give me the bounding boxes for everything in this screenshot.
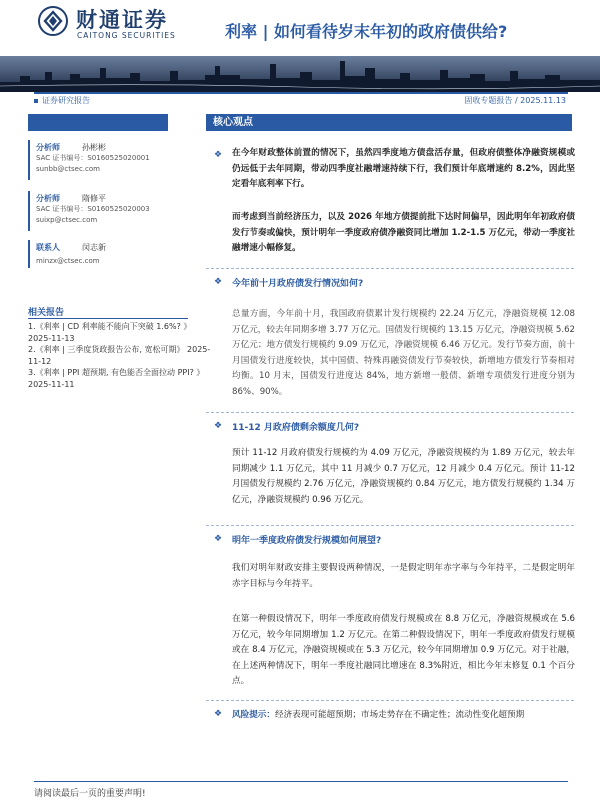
analyst-role: 分析师 <box>36 143 60 152</box>
related-report-link[interactable]: 2.《利率 | 三季度货政报告公布, 宽松可期》 2025-11-12 <box>28 345 211 366</box>
related-report-link[interactable]: 1.《利率 | CD 利率能不能向下突破 1.6%? 》 2025-11-13 <box>28 322 192 343</box>
section-question: 11-12 月政府债剩余额度几何? <box>232 423 360 433</box>
related-reports-title: 相关报告 <box>28 308 65 318</box>
report-date: 固收专题报告 / 2025.11.13 <box>464 96 566 105</box>
risk-text: 经济表现可能超预期；市场走势存在不确定性；流动性变化超预期 <box>274 710 525 720</box>
analyst-email[interactable]: sunbb@ctsec.com <box>36 165 100 173</box>
related-reports-list <box>28 321 214 390</box>
footer-disclaimer: 请阅读最后一页的重要声明! <box>34 789 146 799</box>
section-divider <box>206 525 574 526</box>
body-paragraph: 我们对明年财政安排主要假设两种情况，一是假定明年赤字率与今年持平，二是假定明年赤字目标与今年持平。 <box>232 563 575 589</box>
report-type-label: 证券研究报告 <box>42 96 90 105</box>
core-paragraph: 在今年财政整体前置的情况下，虽然四季度地方债盘活存量，但政府债整体净融资规模或仍远低于去年同期，带动四季度社融增速持续下行，我们预计年底增速约 8.2%，因此坚定看年底利率下行。 <box>232 148 575 189</box>
left-header-bar <box>28 114 168 131</box>
company-logo-icon <box>38 6 68 36</box>
diamond-bullet-icon: ❖ <box>214 709 223 719</box>
related-rule <box>28 318 188 319</box>
analyst-card <box>36 142 150 175</box>
analyst-accent <box>28 191 30 231</box>
analyst-card <box>36 193 150 226</box>
analyst-accent <box>28 240 30 268</box>
square-bullet-icon <box>34 99 38 103</box>
company-name: 财通证券 <box>76 8 168 32</box>
risk-warning <box>232 708 524 720</box>
body-paragraph: 预计 11-12 月政府债发行规模约为 4.09 万亿元，净融资规模约为 1.89 万亿元，较去年同期减少 1.1 万亿元，其中 11 月减少 0.7 万亿元，12 月减少 0.4 万亿元。预计 11-12 月国债发行规模约 2.76 万亿元，净融资规模约 0.84 万亿元，地方债发行规模约 1.34 万亿元，净融资规模约 0.96 万亿元。 <box>232 448 575 505</box>
company-name-en: CAITONG SECURITIES <box>77 31 176 40</box>
diamond-bullet-icon: ❖ <box>214 277 223 287</box>
analyst-name: 隋修平 <box>82 194 106 203</box>
analyst-name: 孙彬彬 <box>82 143 106 152</box>
analyst-cert: SAC 证书编号：S0160525020003 <box>36 205 150 213</box>
diamond-bullet-icon: ❖ <box>214 150 223 160</box>
diamond-bullet-icon: ❖ <box>214 534 223 544</box>
analyst-email[interactable]: suixp@ctsec.com <box>36 216 98 224</box>
risk-label: 风险提示： <box>232 710 275 720</box>
core-paragraph: 而考虑到当前经济压力，以及 2026 年地方债提前批下达时间偏早，因此明年年初政府债发行节奏或偏快，预计明年一季度政府债净融资同比增加 1.2-1.5 万亿元，带动一季度社融增速小幅修复。 <box>232 212 575 253</box>
contact-email[interactable]: minzx@ctsec.com <box>36 257 100 265</box>
section-question: 今年前十月政府债发行情况如何? <box>232 279 364 289</box>
footer-rule <box>34 781 568 782</box>
body-paragraph: 在第一种假设情况下，明年一季度政府债发行规模或在 8.8 万亿元，净融资规模或在 5.6 万亿元，较今年同期增加 1.2 万亿元。在第二种假设情况下，明年一季度政府债发行规模或在 8.4 万亿元，净融资规模或在 5.3 万亿元，较今年同期增加 0.9 万亿元。对于社融，在上述两种情况下，明年一季度社融同比增速在 8.3%附近，相比今年末修复 0.1 个百分点。 <box>232 614 575 686</box>
city-skyline-banner <box>0 56 600 92</box>
section-question: 明年一季度政府债发行规模如何展望? <box>232 536 382 546</box>
section-divider <box>206 412 574 413</box>
body-paragraph: 总量方面，今年前十月，我国政府债累计发行规模约 22.24 万亿元，净融资规模 12.08 万亿元，较去年同期多增 3.77 万亿元。国债发行规模约 13.15 万亿元，净融资规模 5.62 万亿元；地方债发行规模约 9.09 万亿元，净融资规模 6.46 万亿元。发行节奏方面，前十月国债发行进度较快，其中国债、特殊再融资债发行节奏较快，新增地方债发行节奏相对均衡。10 月末，国债发行进度达 84%，地方新增一般债、新增专项债发行进度分别为 86%、90%。 <box>232 309 575 397</box>
diamond-bullet-icon: ❖ <box>214 421 223 431</box>
section-divider <box>206 268 574 269</box>
contact-role: 联系人 <box>36 243 60 252</box>
contact-name: 闵志新 <box>82 243 106 252</box>
core-view-title: 核心观点 <box>206 114 572 131</box>
analyst-role: 分析师 <box>36 194 60 203</box>
contact-card <box>36 242 106 267</box>
related-report-link[interactable]: 3.《利率 | PPI 超预期, 有色能否全面拉动 PPI? 》 2025-11-11 <box>28 368 205 389</box>
report-type <box>34 95 90 106</box>
analyst-cert: SAC 证书编号：S0160525020001 <box>36 154 150 162</box>
analyst-accent <box>28 140 30 180</box>
header-rule <box>34 92 568 94</box>
report-title: 利率 | 如何看待岁末年初的政府债供给? <box>225 22 508 41</box>
section-divider <box>206 700 574 701</box>
